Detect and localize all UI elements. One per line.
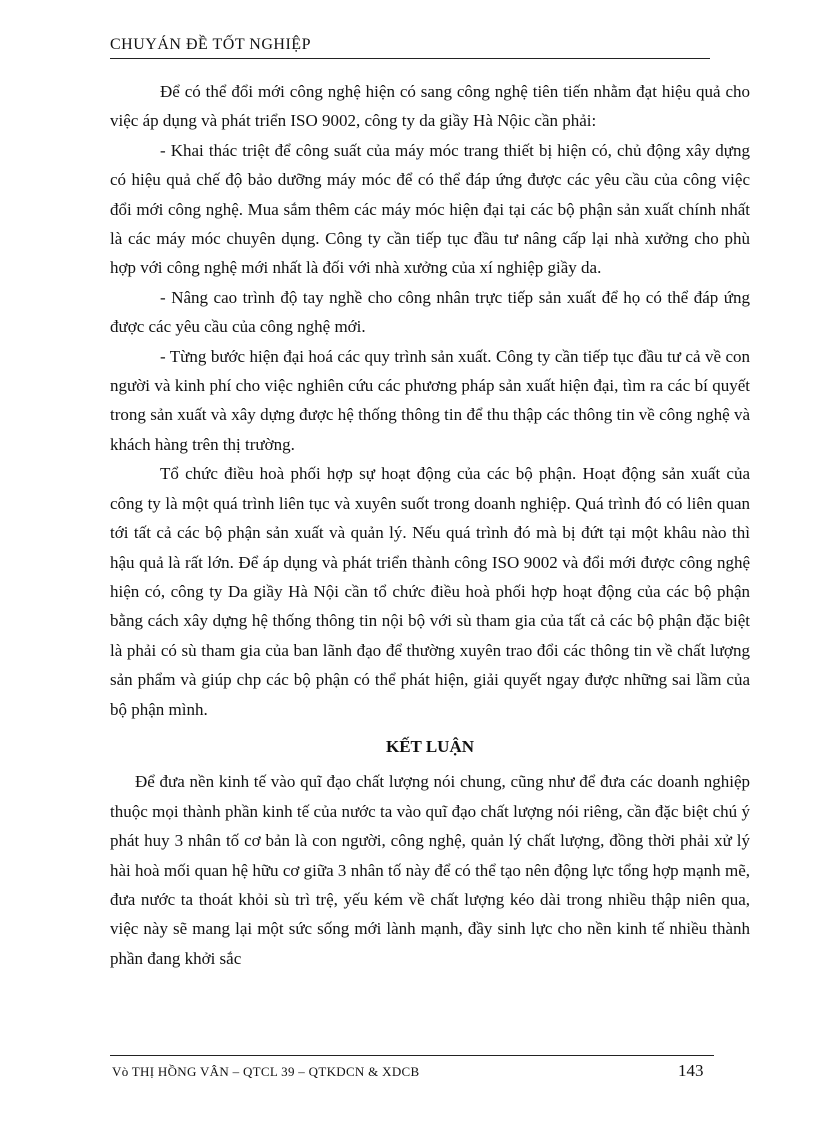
paragraph-conclusion: Để đưa nền kinh tế vào quĩ đạo chất lượng nói chung, cũng như để đưa các doanh nghiệp thuộc mọi thành phần kinh tế của nước ta vào quĩ đạo chất lượng nói riêng, cần đặc biệt chú ý phát huy 3 nhân tố cơ bản là con người, công nghệ, quản lý chất lượng, đồng thời phải xử lý hài hoà mối quan hệ hữu cơ giữa 3 nhân tố này để có thể tạo nên động lực tổng hợp mạnh mẽ, đưa nước ta thoát khỏi sù trì trệ, yếu kém về chất lượng kéo dài trong nhiều thập niên qua, việc này sẽ mang lại một sức sống mới lành mạnh, đầy sinh lực cho nền kinh tế nhiều thành phần đang khởi sắc — [110, 772, 750, 968]
paragraph-bullet-equipment: - Khai thác triệt để công suất của máy móc trang thiết bị hiện có, chủ động xây dựng có hiệu quả chế độ bảo dưỡng máy móc để có thể đáp ứng được các yêu cầu của công việc đổi mới công nghệ. Mua sắm thêm các máy móc hiện đại tại các bộ phận sản xuất chính nhất là các máy móc chuyên dụng. Công ty cần tiếp tục đầu tư nâng cấp lại nhà xưởng cho phù hợp với công nghệ mới nhất là đối với nhà xưởng của xí nghiệp giầy da. — [110, 140, 750, 278]
paragraph-bullet-skills: - Nâng cao trình độ tay nghề cho công nhân trực tiếp sản xuất để họ có thể đáp ứng được các yêu cầu của công nghệ mới. — [110, 287, 750, 337]
running-header: CHUYÁN ĐỀ TỐT NGHIỆP — [110, 36, 311, 53]
header-divider — [110, 58, 710, 59]
footer-author: Vò THỊ HỒNG VÂN – QTCL 39 – QTKDCN & XDCB — [112, 1064, 420, 1079]
footer-divider — [110, 1055, 714, 1056]
paragraph-bullet-modernize: - Từng bước hiện đại hoá các quy trình sản xuất. Công ty cần tiếp tục đầu tư cả về con người và kinh phí cho việc nghiên cứu các phương pháp sản xuất hiện đại, tìm ra các bí quyết trong sản xuất và xây dựng được hệ thống thông tin để thu thập các thông tin về công nghệ và khách hàng trên thị trường. — [110, 346, 750, 454]
page-body — [110, 77, 750, 973]
conclusion-heading: KẾT LUẬN — [385, 736, 474, 756]
paragraph-intro: Để có thể đổi mới công nghệ hiện có sang công nghệ tiên tiến nhằm đạt hiệu quả cho việc áp dụng và phát triển ISO 9002, công ty da giầy Hà Nộic cần phải: — [110, 82, 750, 131]
paragraph-coordination: Tổ chức điều hoà phối hợp sự hoạt động của các bộ phận. Hoạt động sản xuất của công ty là một quá trình liên tục và xuyên suốt trong doanh nghiệp. Quá trình đó có liên quan tới tất cả các bộ phận sản xuất và quản lý. Nếu quá trình đó mà bị đứt tại một khâu nào thì hậu quả là rất lớn. Để áp dụng và phát triển thành công ISO 9002 và đổi mới được công nghệ hiện có, công ty Da giầy Hà Nội cần tổ chức điều hoà phối hợp hoạt động của các bộ phận bằng cách xây dựng hệ thống thông tin nội bộ với sù tham gia của tất cả các bộ phận đặc biệt là phải có sù tham gia của ban lãnh đạo để thường xuyên trao đổi các thông tin về chất lượng sản phẩm và giúp chp các bộ phận có thể phát hiện, giải quyết ngay được những sai lầm của bộ phận mình. — [110, 464, 750, 719]
page-number: 143 — [678, 1061, 704, 1080]
